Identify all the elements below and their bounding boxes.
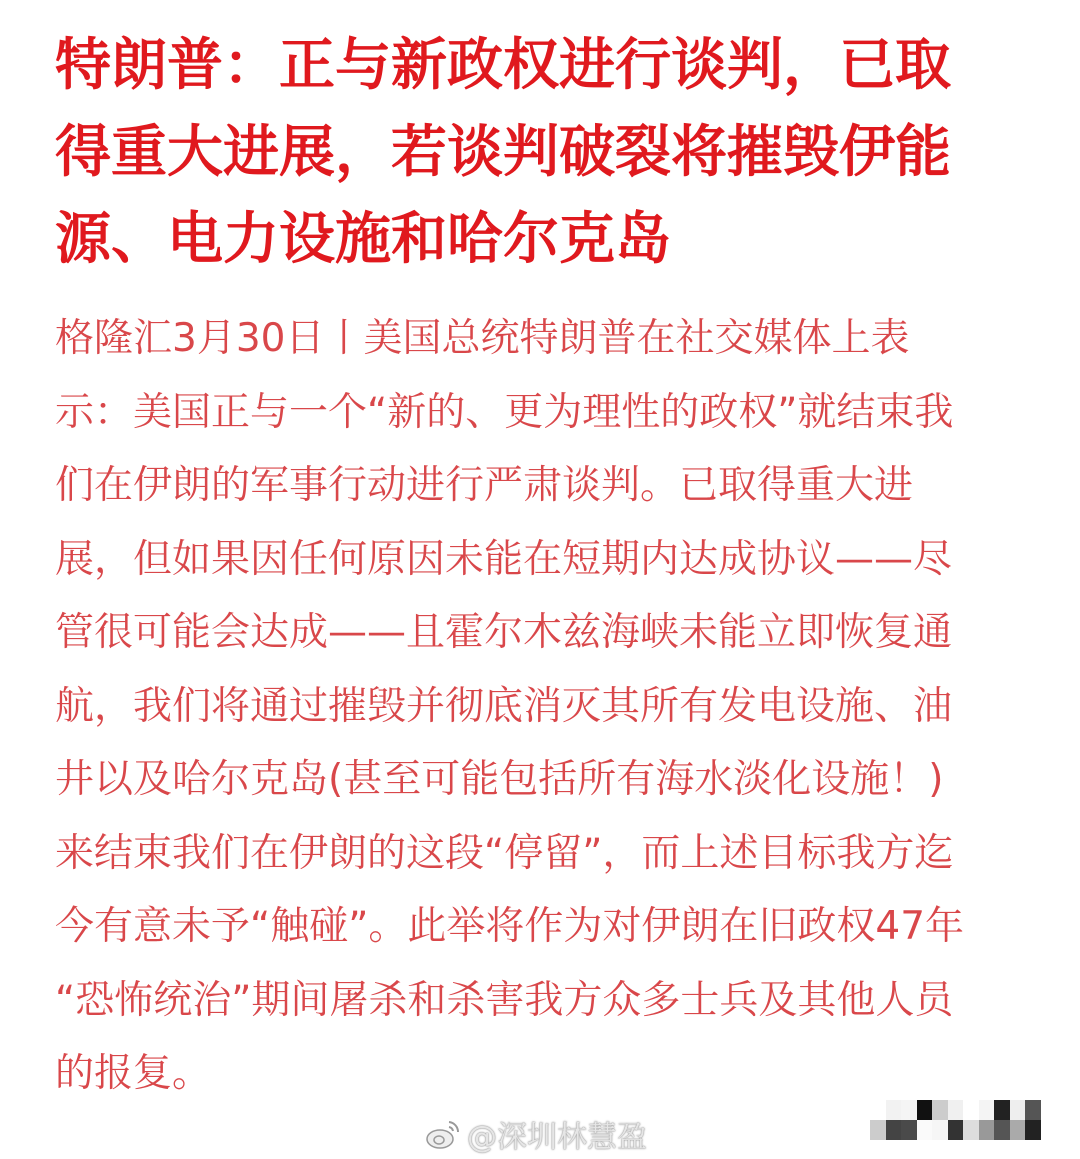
body-line: 们在伊朗的军事行动进行严肃谈判。已取得重大进 [55, 463, 914, 508]
body-line: 航，我们将通过摧毁并彻底消灭其所有发电设施、油 [55, 683, 953, 729]
body-line: 展，但如果因任何原因未能在短期内达成协议——尽 [55, 536, 953, 582]
title-line: 特朗普：正与新政权进行谈判，已取 [55, 33, 951, 98]
body-line: “恐怖统治”期间屠杀和杀害我方众多士兵及其他人员 [55, 977, 954, 1023]
weibo-icon [425, 1118, 461, 1150]
body-line: 今有意未予“触碰”。此举将作为对伊朗在旧政权47年 [55, 904, 965, 949]
body-line: 格隆汇3月30日丨美国总统特朗普在社交媒体上表 [55, 316, 910, 361]
body-line: 来结束我们在伊朗的这段“停留”，而上述目标我方迄 [55, 830, 954, 876]
body-line: 井以及哈尔克岛(甚至可能包括所有海水淡化设施！) [55, 757, 944, 802]
weibo-watermark [425, 1112, 647, 1156]
article-title [55, 22, 951, 283]
watermark-text: @深圳林慧盈 [467, 1120, 647, 1155]
title-line: 得重大进展，若谈判破裂将摧毁伊能 [55, 120, 951, 185]
body-line: 的报复。 [55, 1051, 212, 1096]
mosaic-redaction [870, 1100, 1056, 1140]
article-body [55, 302, 964, 1111]
body-line: 管很可能会达成——且霍尔木兹海峡未能立即恢复通 [55, 610, 953, 655]
body-line: 示：美国正与一个“新的、更为理性的政权”就结束我 [55, 389, 954, 435]
title-line: 源、电力设施和哈尔克岛 [55, 207, 671, 272]
